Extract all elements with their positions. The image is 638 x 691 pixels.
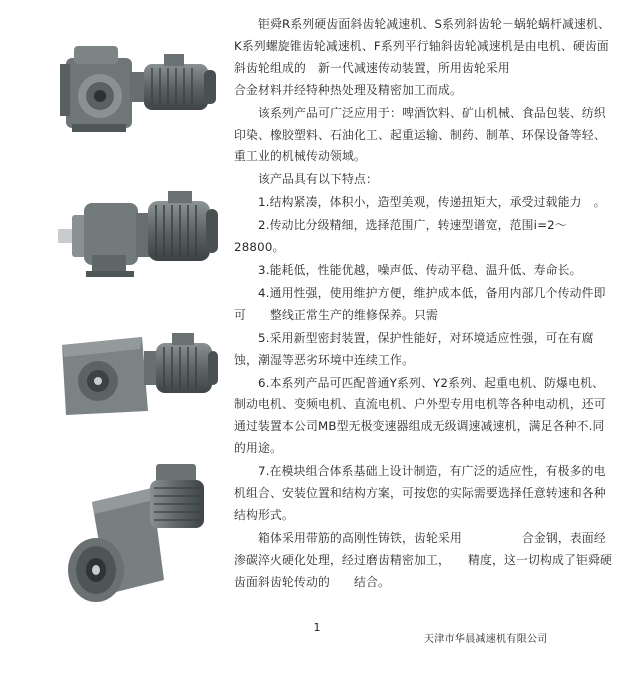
- feature-item: 7.在模块组合体系基础上设计制造，有广泛的适应性，有极多的电机组合、安装位置和结构方案，可按您的实际需要选择任意转速和各种结构形式。: [234, 464, 606, 522]
- feature-item: 5.采用新型密封装置，保护性能好，对环境适应性强，可在有腐蚀，潮湿等恶劣环境中连续工作。: [234, 330, 594, 367]
- page-number: 1: [313, 621, 321, 634]
- k-series-bevel-gear-reducer-icon: [52, 315, 224, 425]
- company-name: 天津市华晨减速机有限公司: [424, 634, 548, 645]
- f-series-parallel-shaft-reducer-icon: [52, 462, 224, 612]
- r-series-helical-gear-reducer-icon: [52, 175, 224, 285]
- feature-item: 3.能耗低，性能优越，噪声低、传动平稳、温升低、寿命长。: [258, 262, 582, 277]
- intro-paragraph: 钜舜R系列硬齿面斜齿轮减速机、S系列斜齿轮－蜗轮蜗杆减速机、K系列螺旋锥齿轮减速机、F系列平行轴斜齿轮减速机是由电机、硬齿面斜齿轮组成的 新一代减速传动装置，所用齿轮采用 合金材料并经特种热处理及精密加工而成。: [234, 17, 610, 97]
- s-series-worm-gear-reducer-icon: [52, 28, 224, 138]
- features-heading: 该产品具有以下特点：: [258, 172, 378, 187]
- application-paragraph: 该系列产品可广泛应用于：啤酒饮料、矿山机械、食品包装、纺织印染、橡胶塑料、石油化工、起重运输、制药、制革、环保设备等轻、重工业的机械传动领域。: [234, 105, 606, 164]
- description-text: [234, 14, 612, 595]
- feature-item: 4.通用性强，使用维护方便，维护成本低，备用内部几个传动件即可 整线正常生产的维修保养。只需: [234, 285, 606, 322]
- feature-item: 1.结构紧凑，体积小，造型美观，传递扭矩大，承受过载能力 。: [258, 195, 606, 210]
- housing-paragraph: 箱体采用带筋的高刚性铸铁，齿轮采用 合金钢，表面经渗碳淬火硬化处理，经过磨齿精密加工， 精度，这一切构成了钜舜硬齿面斜齿轮传动的 结合。: [234, 530, 613, 589]
- feature-item: 2.传动比分级精细，选择范围广，转速型谱宽，范围i=2～28800。: [234, 218, 567, 255]
- feature-item: 6.本系列产品可匹配普通Y系列、Y2系列、起重电机、防爆电机、制动电机、变频电机、直流电机、户外型专用电机等各种电动机，还可通过装置本公司MB型无极变速器组成无级调速减速机，满足各种不.同的用途。: [234, 375, 606, 456]
